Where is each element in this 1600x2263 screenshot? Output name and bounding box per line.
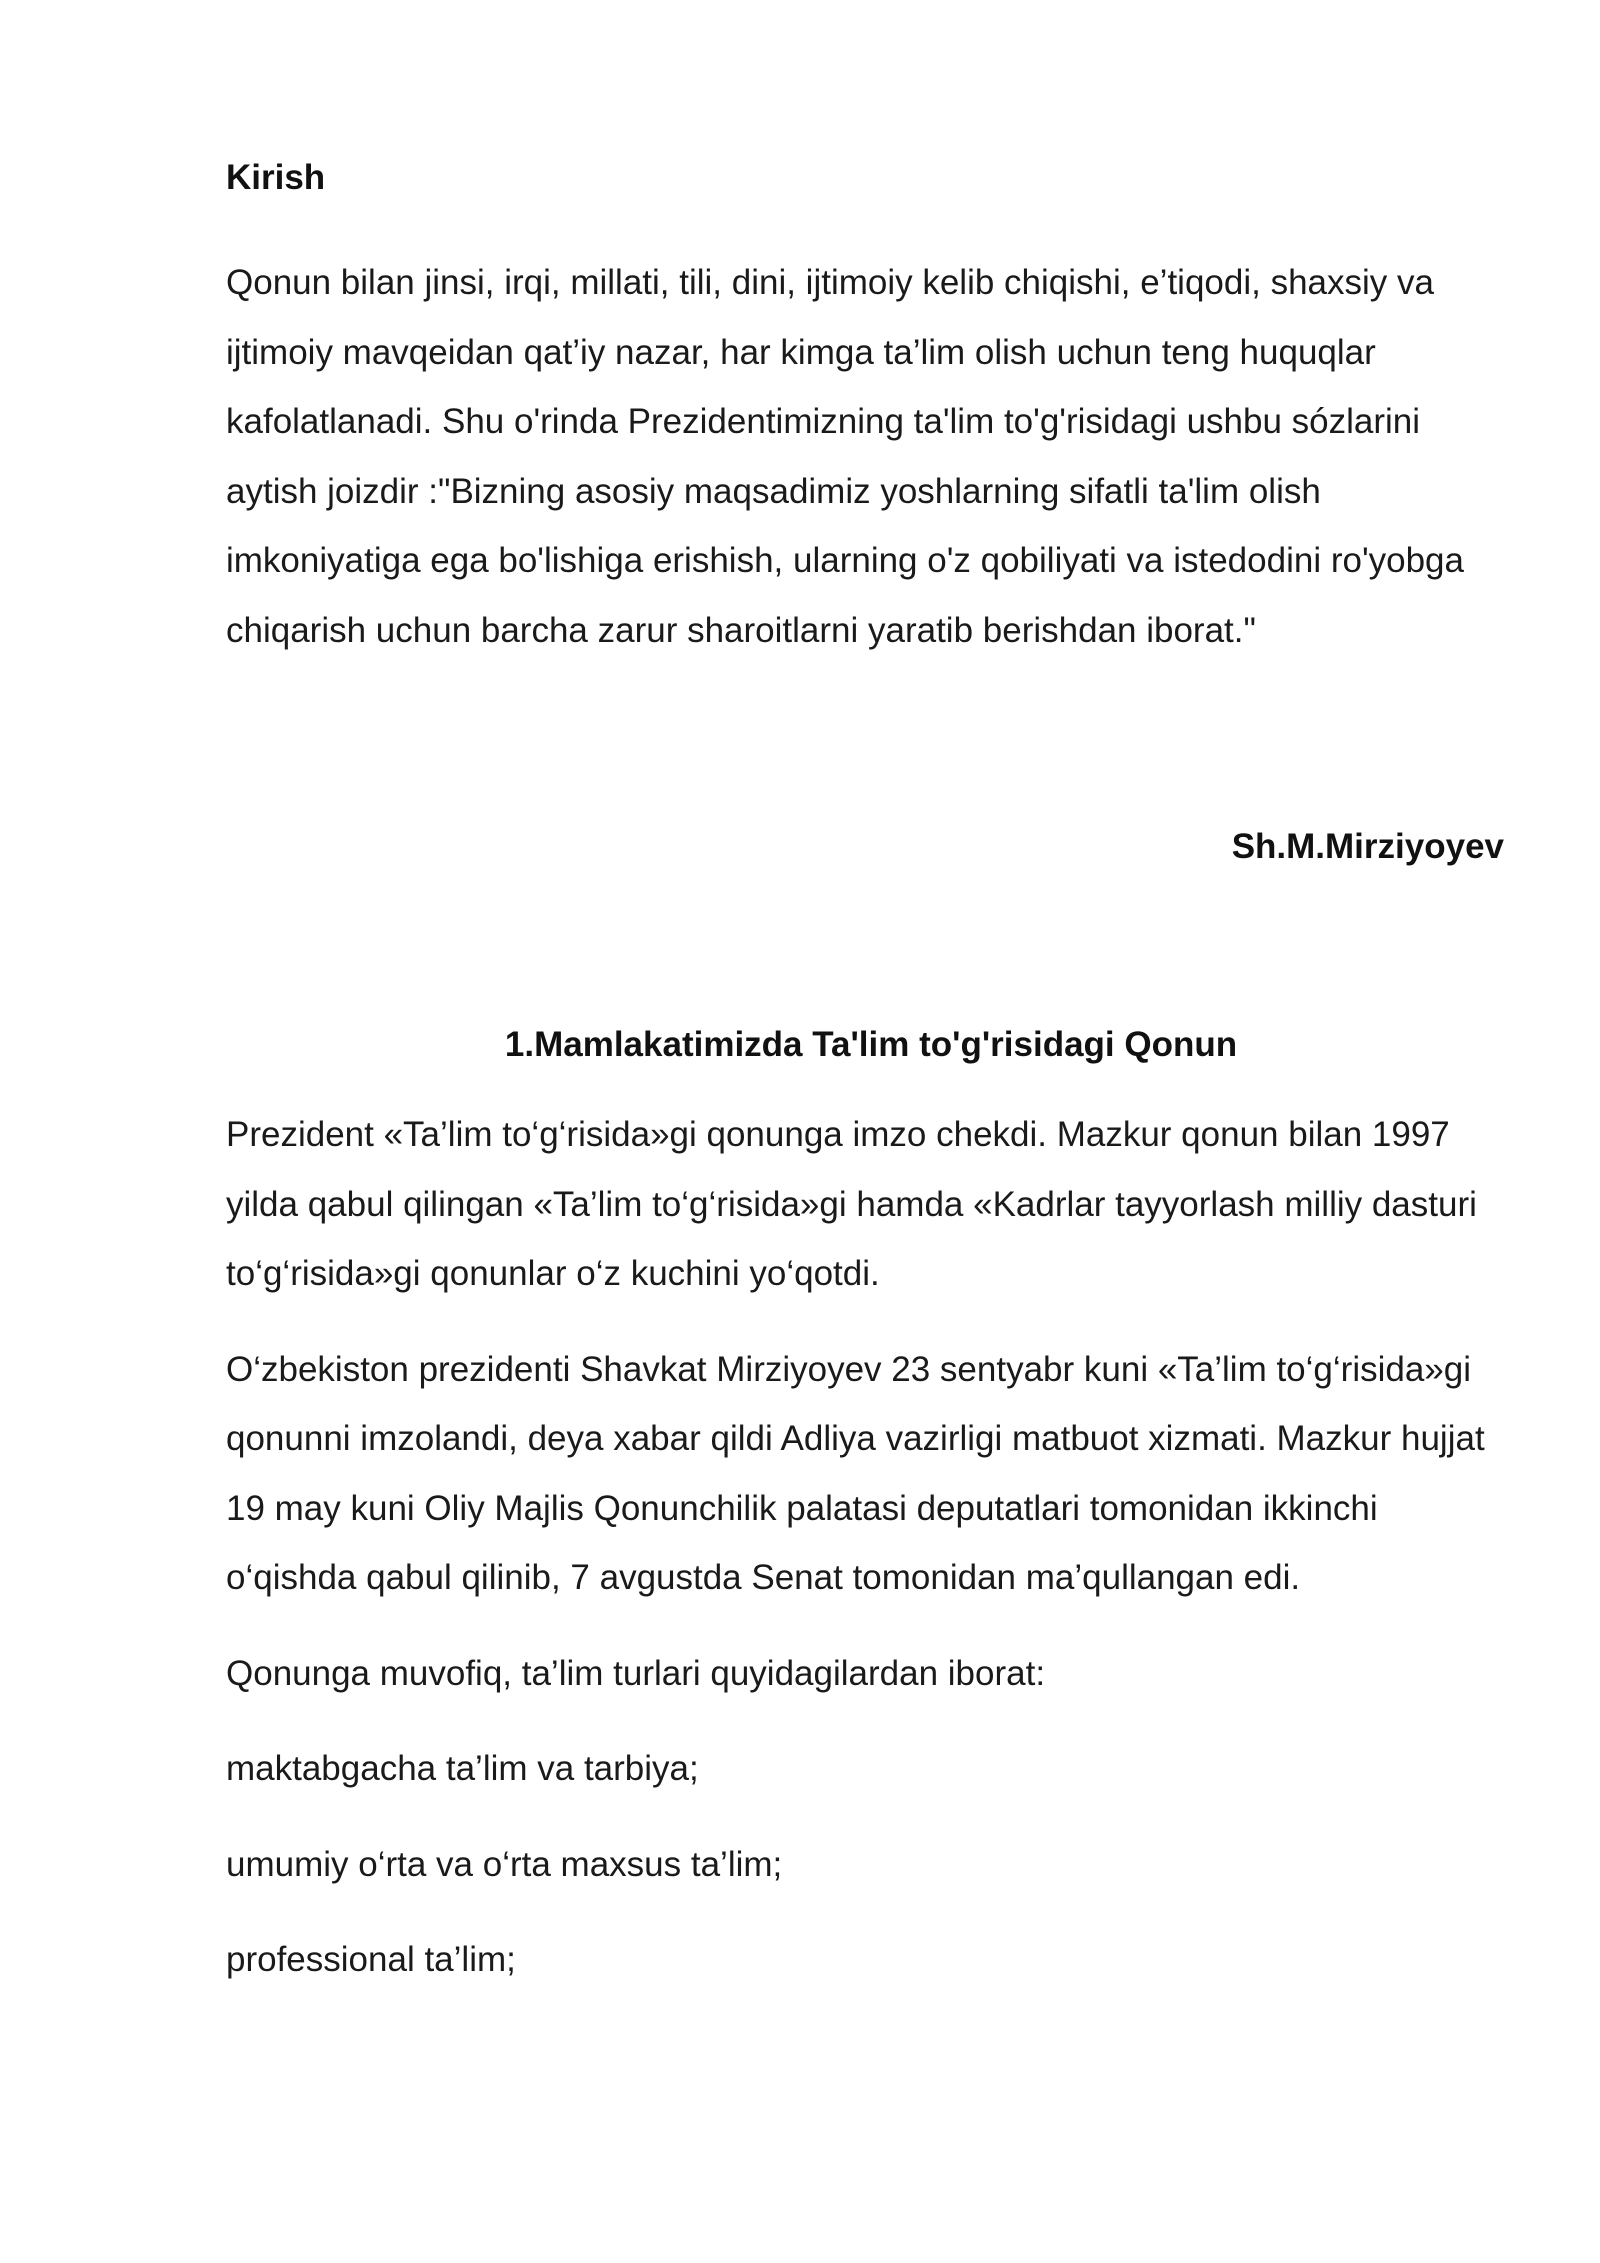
paragraph-2: O‘zbekiston prezidenti Shavkat Mirziyoyev 23 sentyabr kuni «Ta’lim to‘g‘risida»gi qonunni imzolandi, deya xabar qildi Adliya vazirligi matbuot xizmati. Mazkur hujjat 19 may kuni Oliy Majlis Qonunchilik palatasi deputatlari tomonidan ikkinchi o‘qishda qabul qilinib, 7 avgustda Senat tomonidan ma’qullangan edi. (226, 1349, 1485, 1597)
list-item: maktabgacha ta’lim va tarbiya; (226, 1749, 699, 1788)
intro-paragraph: Qonun bilan jinsi, irqi, millati, tili, dini, ijtimoiy kelib chiqishi, e’tiqodi, shaxsiy va ijtimoiy mavqeidan qat’iy nazar, har kimga ta’lim olish uchun teng huquqlar kafolatlanadi. Shu o'rinda Prezidentimizning ta'lim to'g'risidagi ushbu sózlarini aytish joizdir :"Bizning asosiy maqsadimiz yoshlarning sifatli ta'lim olish imkoniyatiga ega bo'lishiga erishish, ularning o'z qobiliyati va istedodini ro'yobga chiqarish uchun barcha zarur sharoitlarni yaratib berishdan iborat." (226, 263, 1464, 650)
education-types-list (226, 1734, 1516, 1995)
document-body (226, 150, 1516, 1995)
section-title: 1.Mamlakatimizda Ta'lim to'g'risidagi Qonun (504, 1025, 1238, 1064)
list-item: professional ta’lim; (226, 1940, 516, 1979)
paragraph-3: Qonunga muvofiq, ta’lim turlari quyidagilardan iborat: (226, 1653, 1046, 1693)
intro-heading: Kirish (226, 158, 326, 197)
signature: Sh.M.Mirziyoyev (1231, 827, 1504, 866)
list-item: umumiy o‘rta va o‘rta maxsus ta’lim; (226, 1844, 783, 1884)
paragraph-1: Prezident «Ta’lim to‘g‘risida»gi qonunga imzo chekdi. Mazkur qonun bilan 1997 yilda qabul qilingan «Ta’lim to‘g‘risida»gi hamda «Kadrlar tayyorlash milliy dasturi to‘g‘risida»gi qonunlar o‘z kuchini yo‘qotdi. (226, 1115, 1477, 1293)
